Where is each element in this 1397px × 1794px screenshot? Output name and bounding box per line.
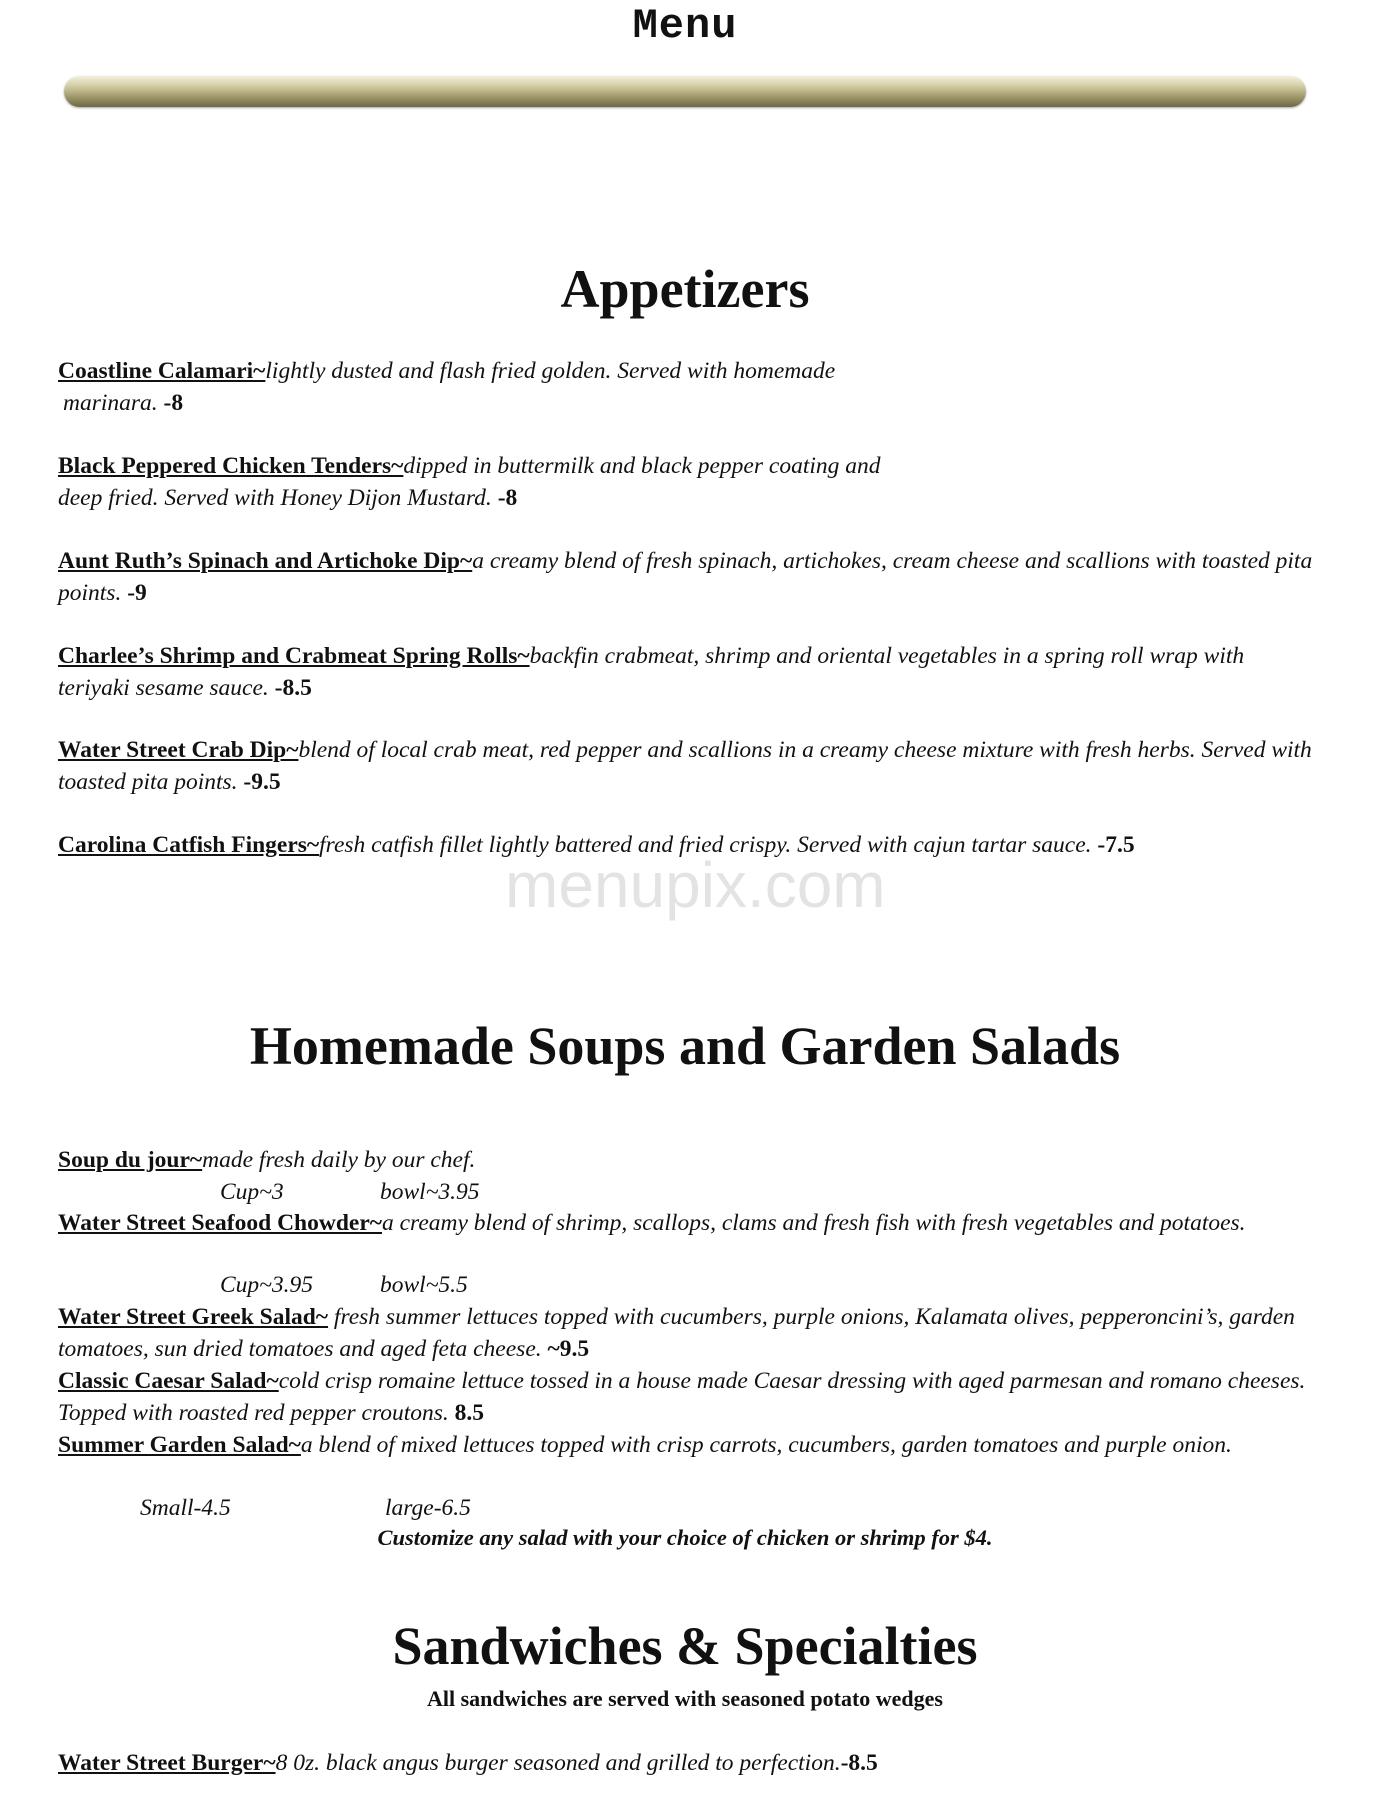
item-name: Water Street Crab Dip~ (58, 737, 299, 763)
menu-item (58, 830, 1318, 862)
item-description: made fresh daily by our chef. (202, 1147, 476, 1173)
item-name: Water Street Seafood Chowder~ (58, 1210, 382, 1236)
size-price-small: Cup~3 (220, 1179, 284, 1205)
menu-item (58, 451, 1318, 514)
item-price: 8.5 (454, 1399, 485, 1426)
item-description-cont: deep fried. Served with Honey Dijon Mustard. (58, 484, 492, 511)
item-name: Black Peppered Chicken Tenders~ (58, 453, 404, 479)
item-price: -9.5 (243, 768, 281, 795)
item-name: Carolina Catfish Fingers~ (58, 832, 320, 858)
menu-item (58, 735, 1318, 798)
item-name: Charlee’s Shrimp and Crabmeat Spring Rolls~ (58, 643, 530, 669)
item-description-cont: marinara. (63, 389, 158, 416)
menu-item (58, 1430, 1318, 1462)
item-description: a creamy blend of shrimp, scallops, clams and fresh fish with fresh vegetables and potatoes. (382, 1210, 1246, 1236)
item-description: fresh catfish fillet lightly battered and fried crispy. Served with cajun tartar sauce. (319, 832, 1092, 858)
salad-customize-note: Customize any salad with your choice of chicken or shrimp for $4. (377, 1525, 993, 1550)
item-description: cold crisp romaine lettuce tossed in a house made Caesar dressing with aged parmesan and romano cheeses. Topped with roasted red pepper croutons. (58, 1368, 1306, 1426)
size-price-small: Cup~3.95 (220, 1272, 314, 1298)
item-description: backfin crabmeat, shrimp and oriental vegetables in a spring roll wrap with teriyaki sesame sauce. (58, 643, 1245, 701)
item-name: Soup du jour~ (58, 1147, 203, 1173)
menu-title: Menu (632, 2, 738, 50)
item-description: dipped in buttermilk and black pepper coating and (403, 453, 881, 479)
item-description: 8 0z. black angus burger seasoned and grilled to perfection. (275, 1750, 841, 1776)
menu-item (58, 1366, 1318, 1429)
appetizers-heading: Appetizers (560, 259, 810, 319)
item-price: -8 (497, 484, 518, 511)
item-name: Aunt Ruth’s Spinach and Artichoke Dip~ (58, 548, 473, 574)
menu-item (58, 641, 1318, 704)
size-prices (0, 1493, 700, 1524)
watermark-text: menupix.com (505, 849, 886, 921)
item-price: -8.5 (840, 1750, 878, 1776)
size-prices (0, 1270, 700, 1301)
item-price: -9 (127, 579, 147, 606)
item-description: fresh summer lettuces topped with cucumbers, purple onions, Kalamata olives, pepperoncini’s, garden tomatoes, sun dried tomatoes and aged feta cheese. (58, 1304, 1295, 1362)
decorative-divider-bar (64, 76, 1306, 107)
menu-item (58, 356, 1318, 419)
item-name: Water Street Burger~ (58, 1750, 276, 1776)
size-price-large: bowl~3.95 (380, 1179, 480, 1205)
item-description: lightly dusted and flash fried golden. Served with homemade (265, 358, 836, 384)
menu-item (58, 546, 1318, 609)
item-description: a creamy blend of fresh spinach, artichokes, cream cheese and scallions with toasted pita points. (58, 548, 1313, 606)
sandwiches-subheading: All sandwiches are served with seasoned potato wedges (427, 1686, 943, 1711)
item-name: Summer Garden Salad~ (58, 1432, 301, 1458)
item-name: Coastline Calamari~ (58, 358, 266, 384)
menu-item (58, 1208, 1318, 1240)
soups-salads-heading: Homemade Soups and Garden Salads (249, 1016, 1121, 1076)
item-price: -8.5 (274, 674, 312, 701)
size-price-large: bowl~5.5 (380, 1272, 468, 1298)
item-price: -8 (163, 389, 184, 416)
menu-item (58, 1748, 1318, 1780)
item-description: a blend of mixed lettuces topped with crisp carrots, cucumbers, garden tomatoes and purple onion. (300, 1432, 1232, 1458)
item-name: Classic Caesar Salad~ (58, 1368, 279, 1394)
menu-item (58, 1302, 1318, 1365)
size-price-small: Small-4.5 (140, 1495, 231, 1521)
item-name: Water Street Greek Salad~ (58, 1304, 329, 1330)
item-price: ~9.5 (547, 1335, 590, 1362)
sandwiches-heading: Sandwiches & Specialties (392, 1616, 978, 1676)
size-prices (0, 1177, 700, 1208)
size-price-large: large-6.5 (385, 1495, 471, 1521)
item-price: -7.5 (1097, 832, 1135, 858)
item-description: blend of local crab meat, red pepper and scallions in a creamy cheese mixture with fresh herbs. Served with toasted pita points. (58, 737, 1312, 795)
menu-item (58, 1145, 1318, 1177)
